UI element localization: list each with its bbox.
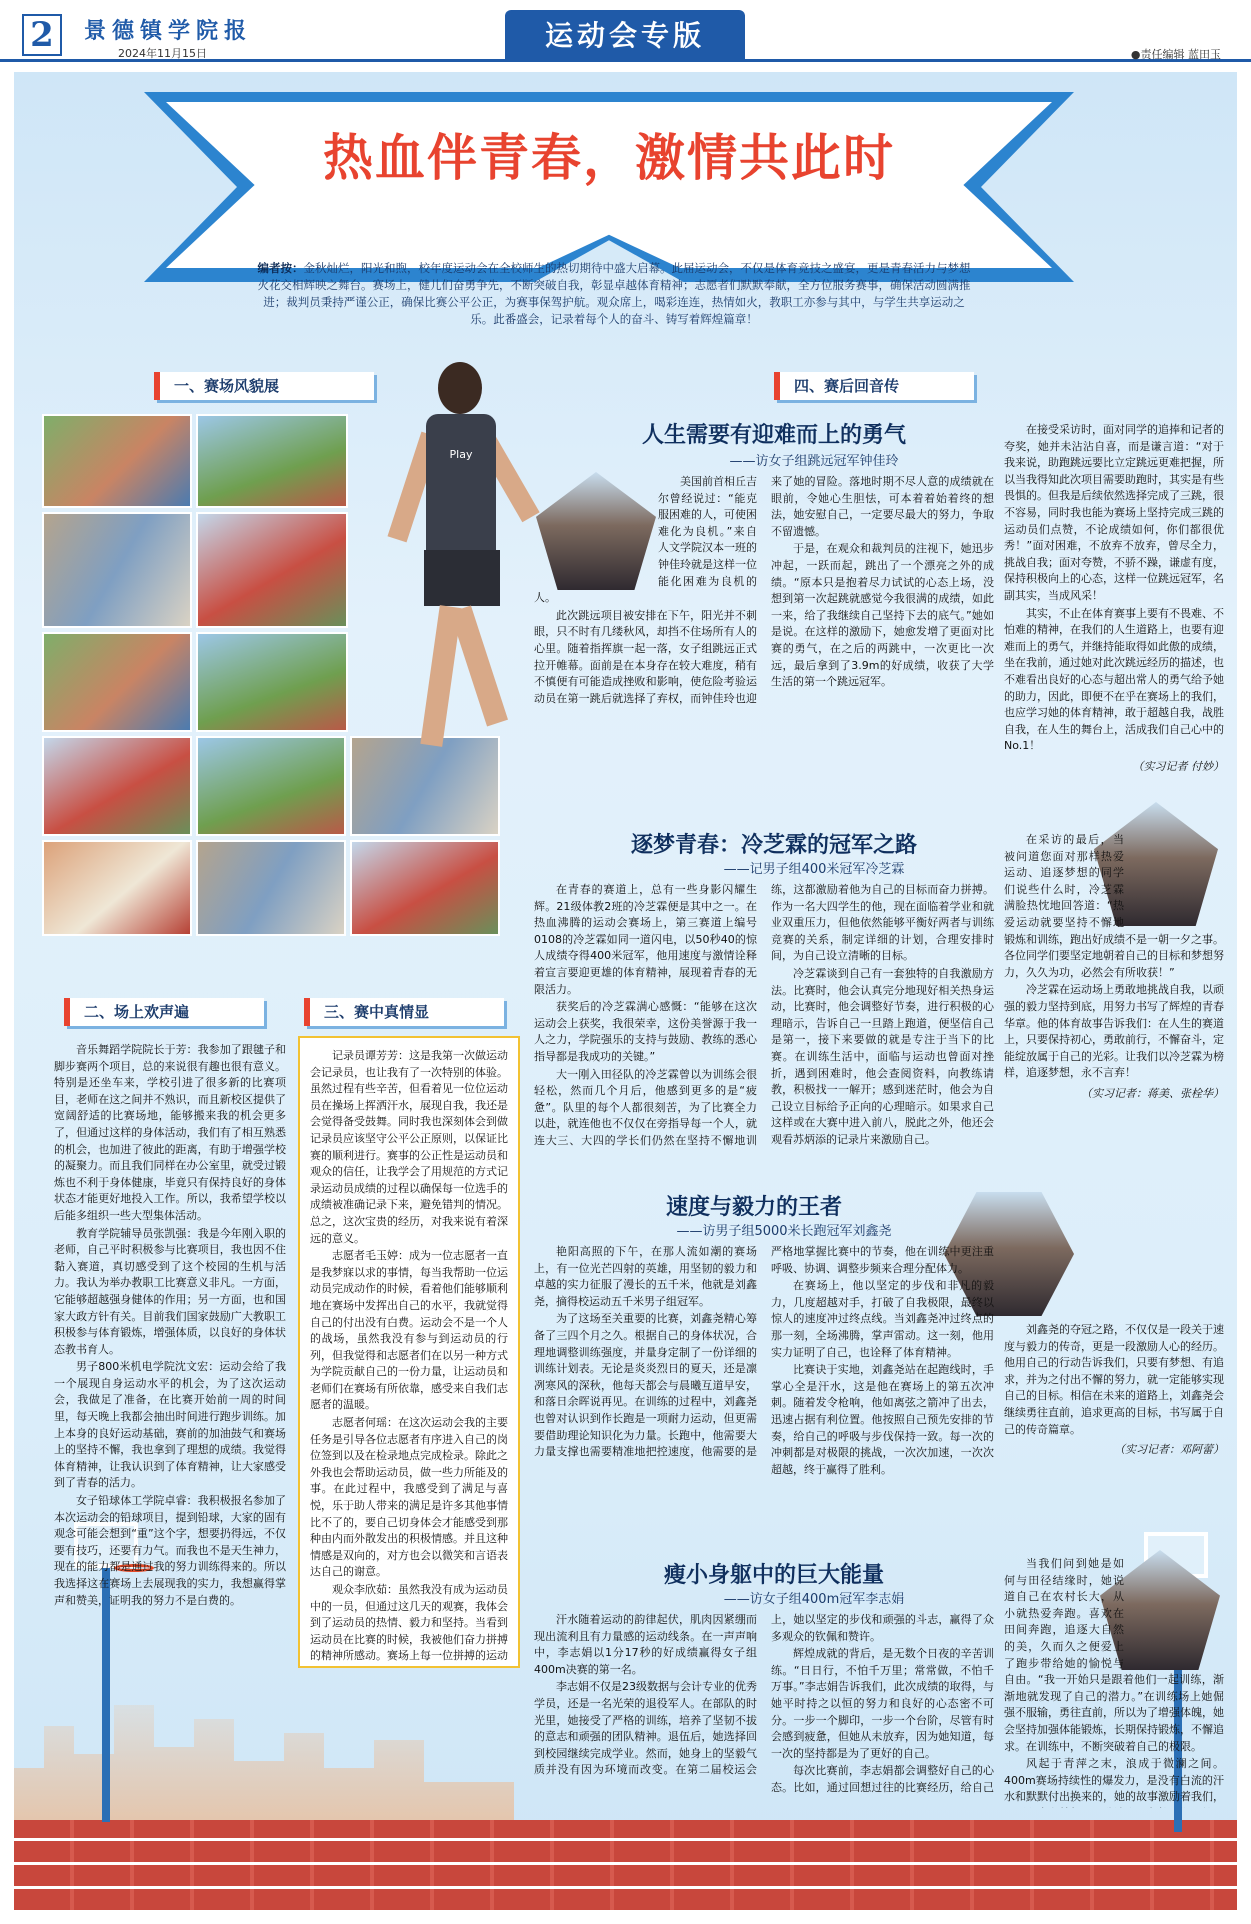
- scene-paragraph: 志愿者何瑶：在这次运动会我的主要任务是引导各位志愿者有序进入自己的岗位签到以及在检录地点完成检录。除此之外我也会帮助运动员，做一些力所能及的事。在此过程中，我感受到了满足与喜悦，乐于助人带来的满足是许多其他事情比不了的，要自己切身体会才能感受到那种由内而外散发出的积极情感。并且这种情感是双向的，对方也会以微笑和言语表达自己的谢意。: [310, 1416, 508, 1579]
- story1-paragraph: 于是，在观众和裁判员的注视下，她迅步冲起，一跃而起，跳出了一个漂亮之外的成绩。“原本只是抱着尽力试试的心态上场，没想到第一次起跳就感觉今我很满的成绩，如此一来，给了我继续自己坚持下去的底气。”她如是说。在这样的激励下，她愈发增了更面对比赛的勇气，在之后的两跳中，一次更比一次远，最后拿到了3.9m的好成绩，收获了大学生活的第一个跳远冠军。: [771, 542, 994, 689]
- photo-flag-bearer: [196, 736, 346, 836]
- story2-paragraph: 在采访的最后，当被问道您面对那样热爱运动、追逐梦想的同学们说些什么时，冷芝霖满脸热忱地回答道：“热爱运动就要坚持不懈地锻炼和训练，跑出好成绩不是一朝一夕之事。各位同学们要坚定地朝着自己的目标和梦想努力，久久为功，必然会有所收获！”: [1004, 833, 1224, 979]
- story4-body: [534, 1612, 994, 1808]
- story2-title: 逐梦青春：冷芝霖的冠军之路: [630, 833, 917, 858]
- runner-shirt-text: Play: [449, 448, 473, 461]
- story3-title: 速度与毅力的王者: [665, 1195, 842, 1220]
- photo-volunteer-desk: [42, 840, 192, 936]
- story2-body: [534, 882, 994, 1176]
- photo-track-runners: [42, 736, 192, 836]
- story2-paragraph: 在青春的赛道上，总有一些身影闪耀生辉。21级体教2班的冷芝霖便是其中之一。在热血沸腾的运动会赛场上，第三赛道上编号0108的冷芝霖如同一道闪电，以50秒40的惊人成绩夺得400米冠军，他用速度与激情诠释着宣言要迎更雄的体育精神，展现着青春的无限活力。: [534, 883, 757, 996]
- story1-body: [534, 474, 994, 814]
- story3-body-continued: [1004, 1322, 1224, 1542]
- story1-body-continued: [1004, 422, 1224, 792]
- editor-note-text: 金秋灿烂，阳光和煦，校年度运动会在全校师生的热切期待中盛大启幕。此届运动会，不仅是体育竞技之盛宴，更是青春活力与梦想火花交相辉映之舞台。赛场上，健儿们奋勇争先，不断突破自我，彰显卓越体育精神；志愿者们默默奉献，全方位服务赛事，确保活动圆满推进；裁判员秉持严谨公正，确保比赛公平公正，为赛事保驾护航。观众席上，喝彩连连，热情如火，教职工亦参与其中，与学生共享运动之乐。此番盛会，记录着每个人的奋斗、铸写着辉煌篇章！: [257, 261, 971, 326]
- scene-paragraph: 记录员谭芳芳：这是我第一次做运动会记录员，也让我有了一次特别的体验。虽然过程有些辛苦，但看着见一位位运动员在操场上挥洒汗水，展现自我，我还是会觉得备受鼓舞。同时我也深刻体会到做记录员应该坚守公平公正原则，以保证比赛的顺利进行。赛事的公正性是运动员和观众的信任，让我学会了用规范的方式记录运动员成绩的过程以确保每一位选手的成绩被准确记录下来，避免错判的情况。总之，这次宝贵的经历，对我来说有着深远的意义。: [310, 1049, 508, 1245]
- story2-body-continued: [1004, 832, 1224, 1172]
- page-number: 2: [22, 14, 62, 56]
- editor-note: [254, 260, 974, 328]
- story2-paragraph: 大一刚入田径队的冷芝霖曾以为训练会很轻松，然而几个月后，他感到更多的是“疲惫”。队里的每个人都很刻苦，为了比赛全力以赴，就连他也不仅仅在旁指导每一个人，就连大三、大四的学长们仍然在坚持不懈地训练，这都激励着他为自己的目标而奋力拼搏。作为一名大四学生的他，现在面临着学业和就业双重压力，但他依然能够平衡好两者与训练竞赛的关系，制定详细的计划，合理安排时间，为自己设立清晰的目标。: [534, 883, 994, 1147]
- story2-subtitle: ——记男子组400米冠军冷芝霖: [723, 862, 905, 877]
- runner-illustration: [398, 362, 518, 762]
- scene-box: [298, 1036, 520, 1668]
- story4-paragraph: 李志娟不仅是23级数据与会计专业的优秀学员，还是一名光荣的退役军人。在部队的时光里，她接受了严格的训练，培养了坚韧不拔的意志和顽强的团队精神。退伍后，她选择回到校园继续完成学业。然而，她身上的坚毅气质并没有因为环境而改变。在第二届校运会上，她以坚定的步伐和顽强的斗志，赢得了众多观众的钦佩和赞许。: [534, 1613, 994, 1777]
- story2-byline: （实习记者：蒋美、张栓华）: [1081, 1086, 1224, 1100]
- story3-paragraph: 刘鑫尧的夺冠之路，不仅仅是一段关于速度与毅力的传奇，更是一段激励人心的经历。他用自己的行动告诉我们，只要有梦想、有追求，并为之付出不懈的努力，就一定能够实现自己的目标。相信在未来的道路上，刘鑫尧会继续勇往直前，追求更高的目标，书写属于自己的传奇篇章。: [1004, 1323, 1224, 1436]
- story4-subtitle: ——访女子组400m冠军李志娟: [723, 1592, 905, 1607]
- story3-paragraph: 在赛场上，他以坚定的步伐和非凡的毅力，几度超越对手，打破了自我极限，最终以惊人的速度冲过终点线。当刘鑫尧冲过终点的那一刻，全场沸腾，掌声雷动。这一刻，他用实力证明了自己，也诠释了体育精神。: [771, 1279, 994, 1359]
- story1-paragraph: 此次跳远项目被安排在下午，阳光并不刺眼，只不时有几缕秋风，却挡不住场所有人的心里。随着指挥旗一起一落，女子组跳远正式拉开帷幕。面前是在本身存在较大难度，稍有不慎便有可能造成挫败和影响，使危险考验运动员在第一跳后就选择了弃权，而钟佳玲也迎来了她的冒险。落地时期不尽人意的成绩就在眼前，令她心生胆怯，可本着着始着终的想法，她安慰自己，一定要尽最大的努力，争取不留遗憾。: [534, 475, 994, 705]
- section-header-1: 一、赛场风貌展: [154, 372, 374, 400]
- story2-paragraph: 冷芝霖在运动场上勇敢地挑战自我，以顽强的毅力坚持到底，用努力书写了辉煌的青春华章。他的体育故事告诉我们：在人生的赛道上，只要保持初心，勇敢前行，不懈奋斗，定能绽放属于自己的光彩。让我们以冷芝霖为榜样，追逐梦想，永不言弃！: [1004, 983, 1224, 1080]
- story3-byline: （实习记者：邓阿蕾）: [1114, 1443, 1224, 1457]
- story4-paragraph: 汗水随着运动的韵律起伏，肌肉因紧绷而现出流利且有力量感的运动线条。在一声声响中，李志娟以1分17秒的好成绩赢得女子组400m决赛的第一名。: [534, 1613, 757, 1676]
- content-panel: [14, 72, 1237, 1910]
- paper-name: 景德镇学院报: [84, 18, 253, 44]
- photo-ground-game: [42, 512, 192, 628]
- main-title: 热血伴青春，激情共此时: [323, 129, 895, 187]
- story1-paragraph: 美国前首相丘吉尔曾经说过：“能克服困难的人，可使困难化为良机。”来自人文学院汉本一班的钟佳玲就是这样一位能化困难为良机的人。: [534, 475, 757, 605]
- issue-date: 2024年11月15日: [118, 47, 207, 60]
- scene-column: [300, 1038, 518, 1666]
- story3-paragraph: 为了这场至关重要的比赛，刘鑫尧精心筹备了三四个月之久。根据自己的身体状况，合理地调整训练强度，并量身定制了一份详细的训练计划表。无论是炎炎烈日的夏天，还是凛冽寒风的深秋，他每天都会与晨曦互道早安，和落日余晖说再见。在训练的过程中，刘鑫尧也曾对认识到作长跑是一项耐力运动，但更需要借助理论知识化为力量。长跑中，他需要大力量支撑也需要精准地把控速度，他需要的是严格地掌握比赛中的节奏，他在训练中更注重呼吸、协调、调整步频来合理分配体力。: [534, 1245, 994, 1459]
- masthead: [0, 0, 1251, 62]
- story3-paragraph: 比赛诀于实地，刘鑫尧站在起跑线时，手掌心全是汗水，这是他在赛场上的第五次冲刺。随着发令枪响，他如离弦之箭冲了出去，迅速占据有利位置。他按照自己预先安排的节奏，给自己的呼吸与步伐保持一致。每一次的冲刺都是对极限的挑战，一次次加速，一次次超越，终于赢得了胜利。: [771, 1363, 994, 1476]
- photo-parade-team: [350, 840, 500, 936]
- photo-track-race: [42, 414, 192, 508]
- story3-paragraph: 艳阳高照的下午，在那人流如潮的赛场上，有一位光芒四射的英雄，用坚韧的毅力和卓越的实力征服了漫长的五千米，他就是刘鑫尧，摘得校运动五千米男子组冠军。: [534, 1245, 757, 1308]
- story4-paragraph: 风起于青萍之末，浪成于微澜之间。400m赛场持续性的爆发力，是没有白流的汗水和默默付出换来的，她的故事激励着我们，: [1004, 1757, 1224, 1804]
- story1-paragraph: 其实，不止在体育赛事上要有不畏难、不怕难的精神，在我们的人生道路上，也要有迎难而上的勇气，并继持能取得如此傲的成绩，坐在我前，通过她对此次跳远经历的描述，也不难看出良好的心态与超出常人的勇气给予她的助力，因此，即便不在乎在赛场上的我们，也应学习她的体育精神，敢于超越自我，战胜自我，在人生的舞台上，活成我们自己心中的No.1！: [1004, 606, 1224, 753]
- story4-title: 瘦小身躯中的巨大能量: [663, 1563, 884, 1588]
- story4-paragraph: 当我们问到她是如何与田径结缘时，她说道自己在农村长大，从小就热爱奔跑。喜欢在田间奔跑，追逐大自然的美，久而久之便爱上了跑步带给她的愉悦与自由。“我一开始只是跟着他们一起训练，渐渐地就发现了自己的潜力。”在训练场上她倔强不服输，勇往直前，所以为了增强体魄，她会坚持加强体能锻炼，长期保持锻炼，不懈追求。在训练中，不断突破着自己的极限。: [1004, 1557, 1224, 1753]
- cheer-paragraph: 音乐舞蹈学院院长于芳：我参加了跟毽子和脚步赛两个项目，总的来说很有趣也很有意义。特别是还坐车来，学校引进了很多新的比赛项目，老师在这之间并不熟识，而且新校区提供了宽阔舒适的比赛场地，能够搬来我的机会更多了，但通过这样的身体活动，我们有了相互熟悉的机会，也加进了彼此的距离，有助于增强学校的凝聚力。而且我们同样在办公室里，就受过锻炼也不利于身体健康，毕竟只有保持良好的身体状态才能更好地投入工作。所以，我希望学校以后能多组织一些大型集体活动。: [54, 1043, 286, 1222]
- photo-campus-banner: [196, 512, 348, 628]
- photo-stadium-field: [196, 840, 346, 936]
- story4-paragraph: 辉煌成就的背后，是无数个日夜的辛苦训练。“日日行，不怕千万里；常常做，不怕千万事。”李志娟告诉我们，此次成绩的取得，与她平时持之以恒的努力和良好的心态密不可分。一步一个脚印，一步一个台阶，尽管有时会感到疲惫，但她从未放弃，因为她知道，每一次的坚持都是为了更好的自己。: [771, 1647, 994, 1760]
- story1-byline: （实习记者 付妙）: [1132, 759, 1224, 773]
- editor-note-lead: 编者按：: [257, 261, 304, 275]
- editor-credit: ●责任编辑 蓝田玉: [1130, 48, 1221, 61]
- cheer-column: [54, 1042, 286, 1662]
- section-header-3: 三、赛中真情显: [304, 998, 504, 1026]
- cheer-paragraph: 教育学院辅导员张凯强：我是今年刚入职的老师，自己平时积极参与比赛项目，我也因不住黏入赛道，真切感受到了这个校园的生机与活力。我认为举办教职工比赛意义非凡。一方面，它能够超越强身健体的作用；另一方面，也和国家大政方针有关。目前我们国家鼓励广大教职工积极参与体育锻炼，增强体质，以良好的身体状态教书育人。: [54, 1226, 286, 1356]
- story1-paragraph: 在接受采访时，面对同学的追捧和记者的夸奖，她并未沾沾自喜，而是谦言道：“对于我来说，助跑跳远要比立定跳远更难把握，所以当我得知此次项目需要助跑时，其实是有些畏惧的。但我是后续依然选择完成了三跳，很不容易，同时我也能为赛场上坚持完成三跳的运动员们点赞，不论成绩如何，你们都很优秀！”面对困难，不放弃不放弃，曾尽全力，挑战自我；面对夸赞，不骄不躁，谦虚有度，保持积极向上的心态，这样一位跳远冠军，名副其实，当成风采！: [1004, 423, 1224, 602]
- photo-field-officials: [196, 414, 348, 508]
- story3-body: [534, 1244, 994, 1542]
- special-edition-title: 运动会专版: [505, 10, 745, 62]
- story1-title: 人生需要有迎难而上的勇气: [641, 423, 906, 448]
- story2-paragraph: 冷芝霖谈到自己有一套独特的自我激励方法。比赛时，他会认真完分地现好相关热身运动，比赛时，他会调整好节奏，进行积极的心理暗示，告诉自己一旦踏上跑道，便坚信自己是第一，接下来要做的就是专注于当下的比赛。在训练生活中，面临与运动也曾面对挫折，遇到困难时，他会查阅资料，向教练请教，积极找一一解开；感到迷茫时，他会为自己设立目标给予正向的心理暗示。如果求自己这样或在大赛中进入前八，脱此之外，他还会观看苏炳添的记录片来激励自己。: [771, 966, 994, 1146]
- scene-paragraph: 志愿者毛玉婷：成为一位志愿者一直是我梦寐以求的事情，每当我帮助一位运动员完成动作的时候，看着他们能够顺利地在赛场中发挥出自己的水平，我就觉得自己的付出没有白费。运动会不是一个人的战场，虽然我没有参与到运动员的行列，但我觉得和志愿者们在以另一种方式为学院贡献自己的一份力量，让运动员和老师们在赛场有所依靠，感受来自我们志愿者的温暖。: [310, 1249, 508, 1412]
- section-header-2: 二、场上欢声遍: [64, 998, 264, 1026]
- story3-subtitle: ——访男子组5000米长跑冠军刘鑫尧: [676, 1224, 892, 1239]
- cheer-paragraph: 男子800米机电学院沈文宏：运动会给了我一个展现自身运动水平的机会，为了这次运动会，我做足了准备，在比赛开始前一周的时间里，每天晚上我都会抽出时间进行跑步训练。加上本身的良好运动基础，赛前的加油鼓气和赛场上的坚持不懈，我也拿到了理想的成绩。我觉得体育精神，让我认识到了体育精神，让大家感受到了青春的活力。: [54, 1360, 286, 1490]
- story2-paragraph: 获奖后的冷芝霖满心感慨：“能够在这次运动会上获奖，我很荣幸，这份美誉源于我一人之力，学院强乐的支持与鼓励、教练的悉心指导都是我成功的关键。”: [534, 1000, 757, 1063]
- story1-subtitle: ——访女子组跳远冠军钟佳玲: [729, 454, 899, 469]
- scene-paragraph: 观众李欣茹：虽然我没有成为运动员中的一员，但通过这几天的观赛，我体会到了运动员的热情、毅力和坚持。当看到运动员在比赛的时候，我被他们奋力拼搏的精神所感动。赛场上每一位拼搏的运动: [310, 1583, 508, 1663]
- story4-paragraph: 每次比赛前，李志娟都会调整好自己的心态。比如，通过回想过往的比赛经历，给自己: [771, 1764, 994, 1794]
- cheer-paragraph: 女子铅球体工学院卓睿：我积极报名参加了本次运动会的铅球项目，提到铅球，大家的固有观念可能会想到“重”这个字，想要扔得远，不仅要有技巧，还要有力气。而我也不是天生神力，现在的能力都是通过我的努力训练得来的。所以我选择这在赛场上去展现我的实力，我想赢得掌声和赞美，证明我的努力不是白费的。: [54, 1494, 286, 1607]
- photo-group-sprint: [42, 632, 192, 732]
- section-header-4: 四、赛后回音传: [774, 372, 974, 400]
- photo-relay-race: [196, 632, 348, 732]
- story4-body-continued: [1004, 1556, 1224, 1808]
- running-track-decoration: [14, 1820, 1237, 1910]
